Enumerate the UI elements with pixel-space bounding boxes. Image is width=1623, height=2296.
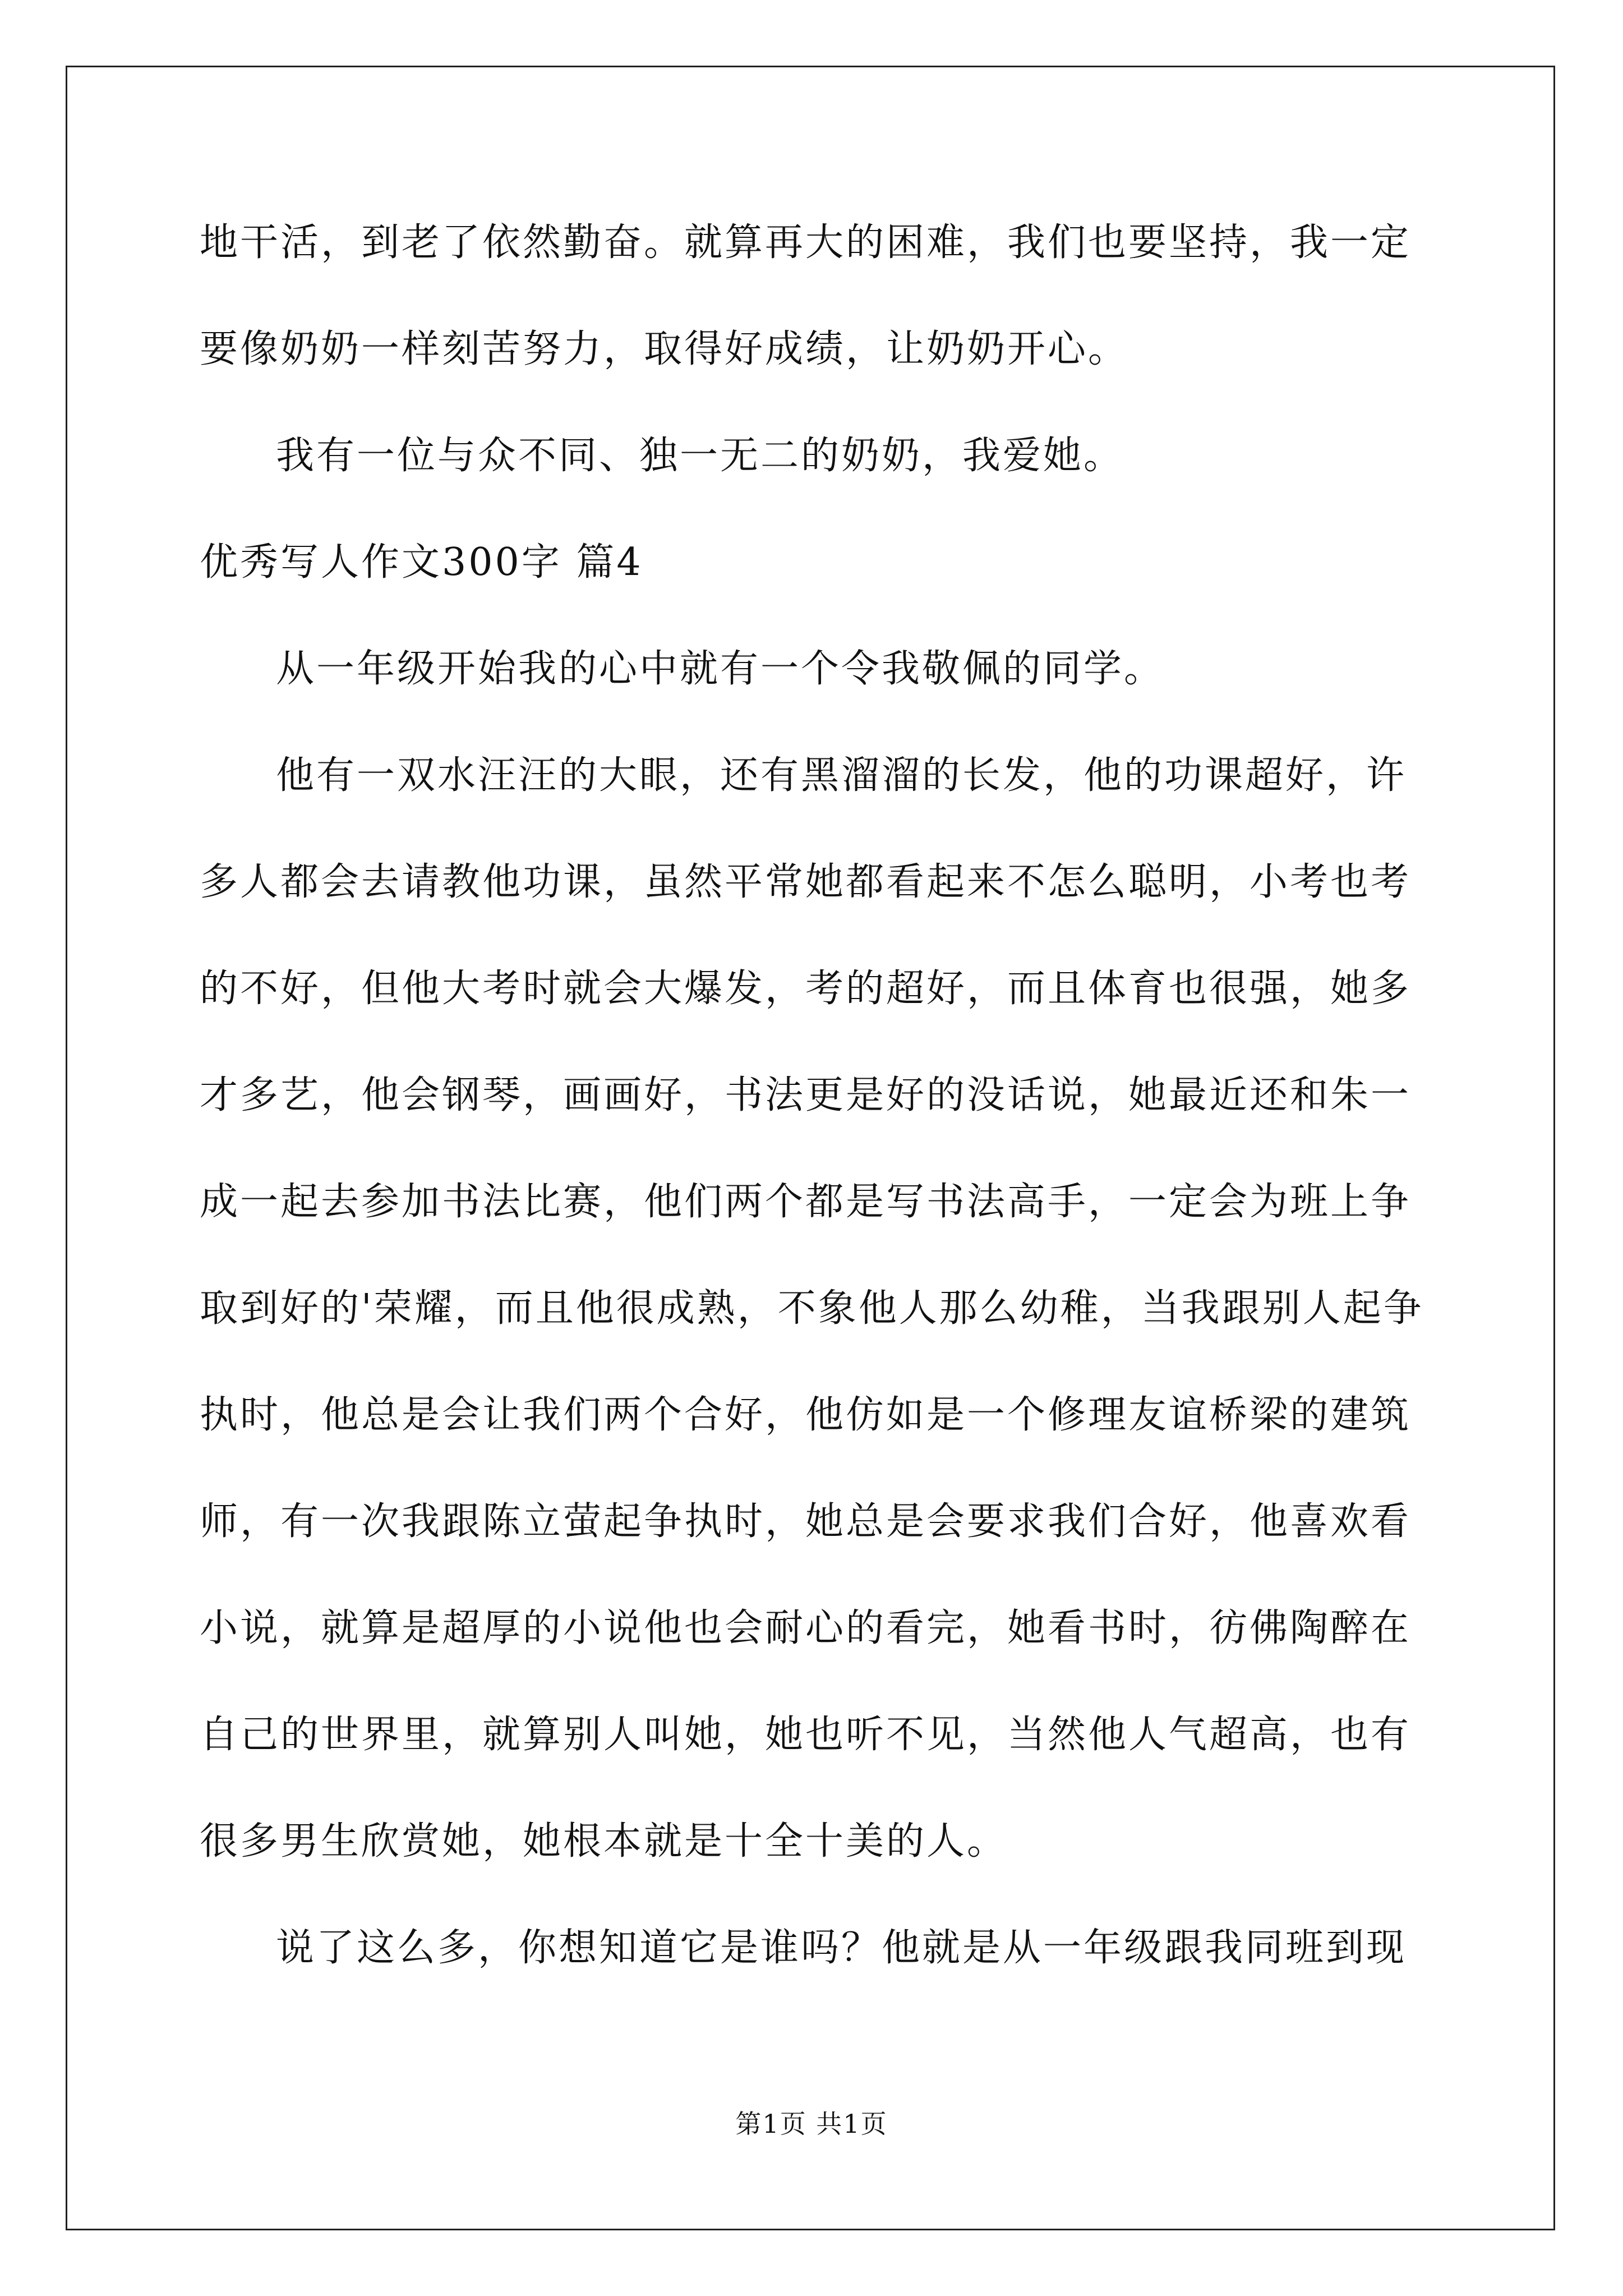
section-heading: 优秀写人作文300字 篇4	[200, 540, 643, 585]
page-number: 第1页 共1页	[735, 2109, 888, 2139]
document-body	[200, 190, 1439, 2001]
paragraph: 说了这么多，你想知道它是谁吗？他就是从一年级跟我同班到现	[276, 1926, 1407, 1970]
paragraph: 我有一位与众不同、独一无二的奶奶，我爱她。	[276, 434, 1124, 478]
paragraph-continuation: 地干活，到老了依然勤奋。就算再大的困难，我们也要坚持，我一定要像奶奶一样刻苦努力，取得好成绩，让奶奶开心。	[200, 220, 1412, 371]
paragraph: 他有一双水汪汪的大眼，还有黑溜溜的长发，他的功课超好，许多人都会去请教他功课，虽然平常她都看起来不怎么聪明，小考也考的不好，但他大考时就会大爆发，考的超好，而且体育也很强，她多才多艺，他会钢琴，画画好，书法更是好的没话说，她最近还和朱一成一起去参加书法比赛，他们两个都是写书法高手，一定会为班上争取到好的'荣耀，而且他很成熟，不象他人那么幼稚，当我跟别人起争执时，他总是会让我们两个合好，他仿如是一个修理友谊桥梁的建筑师，有一次我跟陈立萤起争执时，她总是会要求我们合好，他喜欢看小说，就算是超厚的小说他也会耐心的看完，她看书时，彷佛陶醉在自己的世界里，就算别人叫她，她也听不见，当然他人气超高，也有很多男生欣赏她，她根本就是十全十美的人。	[200, 753, 1424, 1864]
paragraph: 从一年级开始我的心中就有一个令我敬佩的同学。	[276, 647, 1165, 691]
